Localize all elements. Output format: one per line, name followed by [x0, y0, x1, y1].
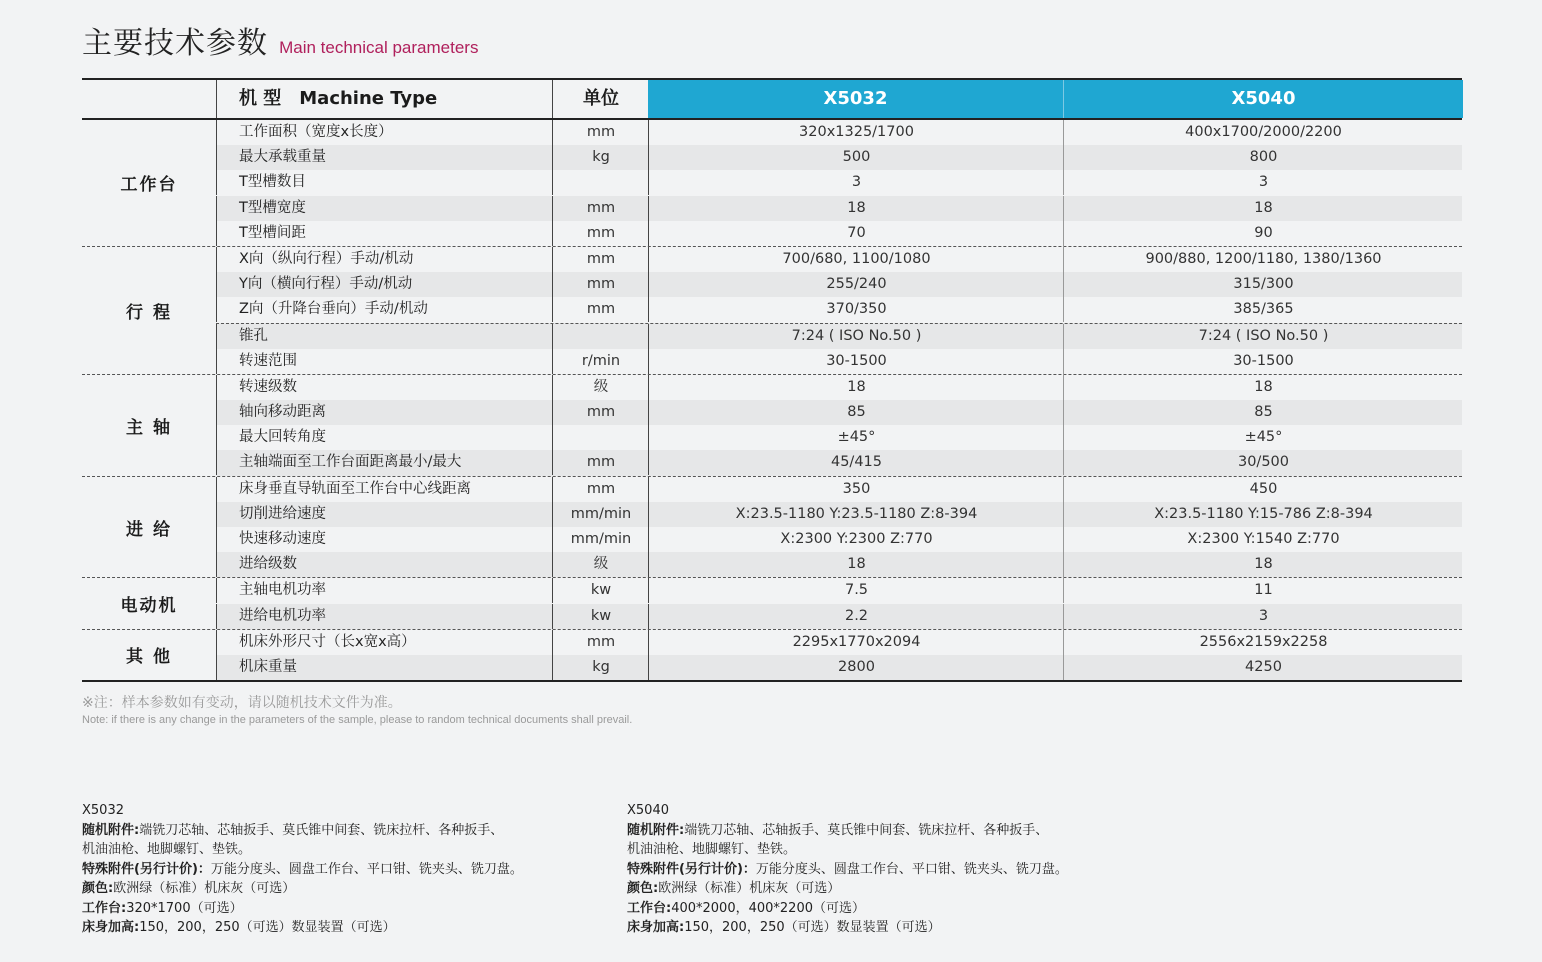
value-x5040: 18: [1063, 375, 1463, 400]
param-unit: 级: [552, 552, 649, 577]
accessory-line-text: 欧洲绿（标准）机床灰（可选）: [658, 881, 841, 896]
value-x5032: 2295x1770x2094: [648, 630, 1064, 655]
param-name: X向（纵向行程）手动/机动: [216, 247, 552, 272]
title-chinese: 主要技术参数: [82, 26, 268, 61]
value-x5040: X:23.5-1180 Y:15-786 Z:8-394: [1063, 502, 1463, 527]
accessory-line-text: 端铣刀芯轴、芯轴扳手、莫氏锥中间套、铣床拉杆、各种扳手、: [684, 822, 1049, 838]
accessory-line-text: 端铣刀芯轴、芯轴扳手、莫氏锥中间套、铣床拉杆、各种扳手、: [139, 822, 504, 838]
param-name: 锥孔: [216, 324, 552, 349]
param-name: 转速范围: [216, 349, 552, 374]
accessory-line: [82, 879, 523, 899]
table-row: [216, 604, 1462, 629]
table-header: [82, 78, 1462, 120]
footnote-chinese: ※注：样本参数如有变动，请以随机技术文件为准。: [82, 695, 402, 711]
value-x5040: 18: [1063, 196, 1463, 221]
param-name: 机床外形尺寸（长x宽x高）: [216, 630, 552, 655]
table-row: [216, 375, 1462, 400]
param-name: 转速级数: [216, 375, 552, 400]
table-row: [216, 552, 1462, 577]
accessory-model: X5040: [627, 803, 669, 818]
group-label: 主 轴: [126, 417, 172, 438]
accessory-line-text: 400*2000，400*2200（可选）: [671, 900, 865, 916]
value-x5040: 11: [1063, 578, 1463, 603]
value-x5032: 700/680, 1100/1080: [648, 247, 1064, 272]
footnote-english: Note: if there is any change in the parameters of the sample, please to random technical documents shall prevail.: [82, 714, 633, 726]
value-x5032: 45/415: [648, 450, 1064, 475]
table-group: [82, 374, 1462, 476]
param-unit: mm: [552, 247, 649, 272]
accessory-line: [82, 918, 523, 938]
param-unit: mm: [552, 400, 649, 425]
value-x5040: 4250: [1063, 655, 1463, 680]
param-name: T型槽数目: [216, 170, 552, 195]
accessory-line: [627, 860, 1068, 880]
param-name: 主轴电机功率: [216, 578, 552, 603]
group-label: 其 他: [126, 647, 172, 668]
value-x5040: 400x1700/2000/2200: [1063, 120, 1463, 145]
param-name: 床身垂直导轨面至工作台中心线距离: [216, 477, 552, 502]
table-row: [216, 196, 1462, 221]
value-x5040: 3: [1063, 170, 1463, 195]
header-model-x5032: X5032: [648, 80, 1063, 118]
accessory-line: [627, 821, 1068, 841]
param-name: T型槽间距: [216, 221, 552, 246]
param-unit: mm: [552, 630, 649, 655]
table-row: [216, 502, 1462, 527]
value-x5032: 370/350: [648, 297, 1064, 322]
table-group: [82, 476, 1462, 578]
param-unit: mm/min: [552, 527, 649, 552]
header-unit: 单位: [552, 80, 649, 118]
table-group: [82, 246, 1462, 374]
accessory-line-text: 150，200，250（可选）数显装置（可选）: [684, 920, 941, 935]
value-x5040: 3: [1063, 604, 1463, 629]
table-row: [216, 145, 1462, 170]
accessory-line-label: 工作台:: [627, 900, 672, 916]
accessory-line: [82, 899, 523, 919]
param-name: Z向（升降台垂向）手动/机动: [216, 297, 552, 322]
value-x5040: 385/365: [1063, 297, 1463, 322]
header-machine-type: 机 型 Machine Type: [216, 80, 552, 118]
param-name: 最大回转角度: [216, 425, 552, 450]
param-name: 主轴端面至工作台面距离最小/最大: [216, 450, 552, 475]
table-row: [216, 450, 1462, 475]
param-unit: [552, 324, 649, 349]
accessory-line-label: 特殊附件(另行计价)：: [627, 861, 756, 877]
value-x5032: 2800: [648, 655, 1064, 680]
param-unit: 级: [552, 375, 649, 400]
accessory-line-label: 颜色:: [82, 881, 114, 896]
value-x5040: 30/500: [1063, 450, 1463, 475]
param-unit: mm: [552, 477, 649, 502]
param-unit: mm: [552, 272, 649, 297]
table-row: [216, 247, 1462, 272]
value-x5032: 30-1500: [648, 349, 1064, 374]
value-x5040: 7:24 ( ISO No.50 ): [1063, 324, 1463, 349]
table-row: [216, 221, 1462, 246]
value-x5032: 350: [648, 477, 1064, 502]
spec-table: [82, 78, 1462, 682]
value-x5032: 255/240: [648, 272, 1064, 297]
param-unit: kg: [552, 145, 649, 170]
footnote: [82, 692, 632, 726]
group-label: 进 给: [126, 519, 172, 540]
table-row: [216, 477, 1462, 502]
value-x5032: X:2300 Y:2300 Z:770: [648, 527, 1064, 552]
value-x5032: 18: [648, 196, 1064, 221]
value-x5032: 70: [648, 221, 1064, 246]
accessory-line-text: 万能分度头、圆盘工作台、平口钳、铣夹头、铣刀盘。: [755, 861, 1068, 877]
value-x5040: 2556x2159x2258: [1063, 630, 1463, 655]
value-x5032: 18: [648, 552, 1064, 577]
table-row: [216, 425, 1462, 450]
value-x5040: 450: [1063, 477, 1463, 502]
value-x5040: 800: [1063, 145, 1463, 170]
accessory-line-text: 机油油枪、地脚螺钉、垫铁。: [82, 842, 252, 857]
value-x5032: 2.2: [648, 604, 1064, 629]
param-unit: mm: [552, 120, 649, 145]
value-x5040: X:2300 Y:1540 Z:770: [1063, 527, 1463, 552]
table-row: [216, 400, 1462, 425]
value-x5032: 18: [648, 375, 1064, 400]
value-x5032: 320x1325/1700: [648, 120, 1064, 145]
value-x5032: ±45°: [648, 425, 1064, 450]
table-row: [216, 349, 1462, 374]
table-row: [216, 655, 1462, 680]
param-name: Y向（横向行程）手动/机动: [216, 272, 552, 297]
header-model-x5040: X5040: [1063, 80, 1463, 118]
value-x5032: 500: [648, 145, 1064, 170]
value-x5040: 315/300: [1063, 272, 1463, 297]
value-x5032: 3: [648, 170, 1064, 195]
table-bottom-rule: [82, 680, 1462, 682]
param-unit: r/min: [552, 349, 649, 374]
value-x5040: 90: [1063, 221, 1463, 246]
accessories-x5040: [627, 801, 1068, 938]
table-group: [82, 577, 1462, 628]
value-x5032: X:23.5-1180 Y:23.5-1180 Z:8-394: [648, 502, 1064, 527]
table-group: [82, 629, 1462, 680]
param-unit: mm: [552, 221, 649, 246]
accessory-line: [82, 821, 523, 841]
accessory-line-text: 320*1700（可选）: [126, 900, 243, 916]
value-x5040: ±45°: [1063, 425, 1463, 450]
table-body: [82, 120, 1462, 680]
accessories-x5032: [82, 801, 523, 938]
accessory-line-text: 万能分度头、圆盘工作台、平口钳、铣夹头、铣刀盘。: [210, 861, 523, 877]
accessory-line: [82, 860, 523, 880]
param-name: 最大承载重量: [216, 145, 552, 170]
accessory-line: [82, 840, 523, 860]
param-unit: mm: [552, 297, 649, 322]
param-name: 进给电机功率: [216, 604, 552, 629]
accessory-line: [627, 899, 1068, 919]
accessory-line-label: 随机附件:: [82, 822, 140, 838]
table-row: [216, 630, 1462, 655]
value-x5032: 7:24 ( ISO No.50 ): [648, 324, 1064, 349]
param-name: 进给级数: [216, 552, 552, 577]
accessory-line-label: 床身加高:: [627, 920, 685, 935]
table-group: [82, 120, 1462, 246]
table-row: [216, 527, 1462, 552]
param-unit: mm: [552, 196, 649, 221]
table-row: [216, 272, 1462, 297]
accessory-line-label: 随机附件:: [627, 822, 685, 838]
param-unit: kw: [552, 578, 649, 603]
param-name: 轴向移动距离: [216, 400, 552, 425]
value-x5032: 85: [648, 400, 1064, 425]
param-unit: kw: [552, 604, 649, 629]
group-label: 工作台: [120, 175, 178, 196]
param-name: T型槽宽度: [216, 196, 552, 221]
group-label: 电动机: [120, 596, 178, 617]
param-name: 切削进给速度: [216, 502, 552, 527]
param-name: 快速移动速度: [216, 527, 552, 552]
table-row: [216, 323, 1462, 349]
value-x5040: 900/880, 1200/1180, 1380/1360: [1063, 247, 1463, 272]
accessory-line-text: 欧洲绿（标准）机床灰（可选）: [113, 881, 296, 896]
param-unit: mm/min: [552, 502, 649, 527]
table-row: [216, 578, 1462, 603]
param-unit: kg: [552, 655, 649, 680]
accessory-line: [627, 840, 1068, 860]
accessory-line-label: 颜色:: [627, 881, 659, 896]
value-x5040: 30-1500: [1063, 349, 1463, 374]
table-row: [216, 170, 1462, 195]
param-unit: [552, 170, 649, 195]
group-label: 行 程: [126, 302, 172, 323]
value-x5040: 85: [1063, 400, 1463, 425]
accessory-model: X5032: [82, 803, 124, 818]
accessory-line-label: 工作台:: [82, 900, 127, 916]
value-x5040: 18: [1063, 552, 1463, 577]
param-name: 机床重量: [216, 655, 552, 680]
accessory-line-text: 150，200，250（可选）数显装置（可选）: [139, 920, 396, 935]
title-english: Main technical parameters: [279, 38, 479, 57]
param-unit: [552, 425, 649, 450]
page-title: [82, 18, 478, 62]
accessory-line: [627, 918, 1068, 938]
value-x5032: 7.5: [648, 578, 1064, 603]
table-row: [216, 297, 1462, 322]
param-name: 工作面积（宽度x长度）: [216, 120, 552, 145]
param-unit: mm: [552, 450, 649, 475]
accessory-line-label: 特殊附件(另行计价)：: [82, 861, 211, 877]
accessory-line-label: 床身加高:: [82, 920, 140, 935]
table-row: [216, 120, 1462, 145]
accessory-line: [627, 879, 1068, 899]
accessory-line-text: 机油油枪、地脚螺钉、垫铁。: [627, 842, 797, 857]
